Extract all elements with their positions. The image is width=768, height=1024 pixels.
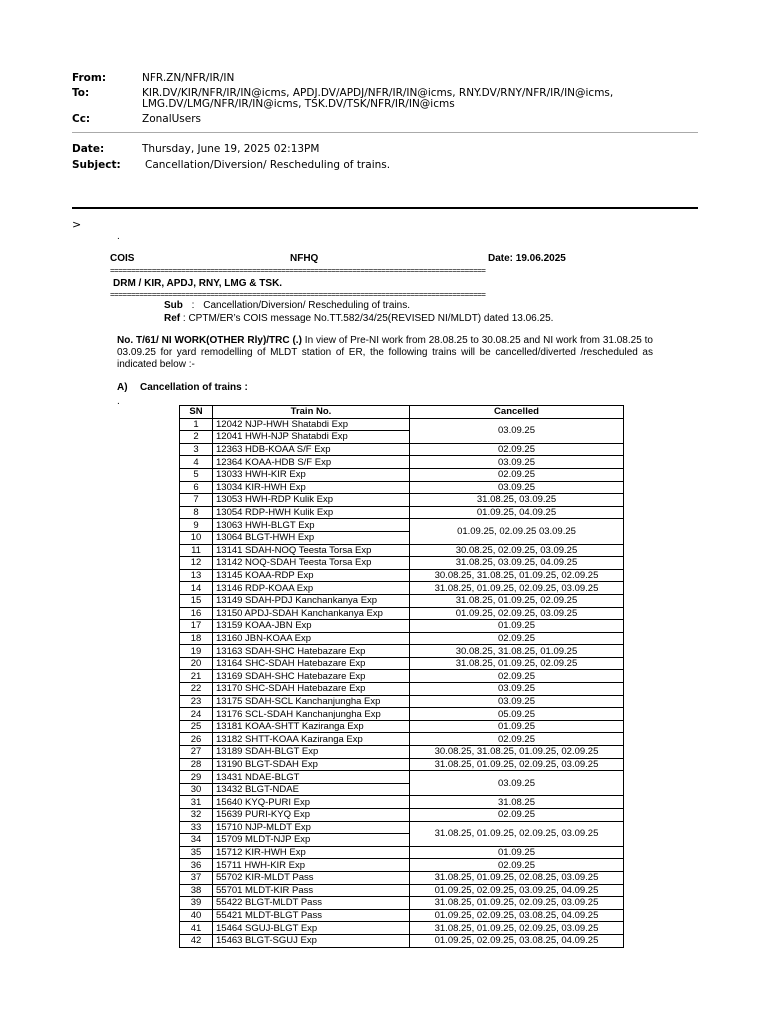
row-sn: 2	[180, 431, 213, 444]
table-row	[180, 569, 624, 582]
row-cancelled-dates: 31.08.25, 03.09.25, 04.09.25	[410, 557, 624, 570]
row-sn: 10	[180, 531, 213, 544]
row-sn: 31	[180, 796, 213, 809]
row-sn: 33	[180, 821, 213, 834]
to-value-line1: KIR.DV/KIR/NFR/IR/IN@icms, APDJ.DV/APDJ/NFR/IR/IN@icms, RNY.DV/RNY/NFR/IR/IN@icms,	[142, 87, 614, 99]
memo-ref-label: Ref	[164, 313, 181, 324]
row-sn: 8	[180, 506, 213, 519]
row-cancelled-dates: 03.09.25	[410, 771, 624, 796]
header-train-no: Train No.	[213, 406, 410, 419]
section-number: A)	[117, 382, 128, 393]
row-cancelled-dates: 03.09.25	[410, 695, 624, 708]
memo-dot-2: .	[117, 396, 120, 407]
row-sn: 12	[180, 557, 213, 570]
table-row	[180, 871, 624, 884]
body-divider	[72, 207, 698, 209]
row-sn: 42	[180, 934, 213, 947]
row-train-no: 13431 NDAE-BLGT	[213, 771, 410, 784]
memo-sub-label: Sub	[164, 300, 183, 311]
row-cancelled-dates: 30.08.25, 31.08.25, 01.09.25	[410, 645, 624, 658]
row-sn: 18	[180, 632, 213, 645]
quote-marker: >	[72, 218, 82, 231]
row-train-no: 15712 KIR-HWH Exp	[213, 846, 410, 859]
row-sn: 6	[180, 481, 213, 494]
row-cancelled-dates: 03.09.25	[410, 683, 624, 696]
row-sn: 39	[180, 897, 213, 910]
table-row	[180, 594, 624, 607]
row-train-no: 13034 KIR-HWH Exp	[213, 481, 410, 494]
row-sn: 9	[180, 519, 213, 532]
row-sn: 22	[180, 683, 213, 696]
row-sn: 29	[180, 771, 213, 784]
table-row	[180, 645, 624, 658]
row-train-no: 12364 KOAA-HDB S/F Exp	[213, 456, 410, 469]
table-row	[180, 494, 624, 507]
table-row	[180, 758, 624, 771]
row-train-no: 13142 NOQ-SDAH Teesta Torsa Exp	[213, 557, 410, 570]
row-train-no: 13145 KOAA-RDP Exp	[213, 569, 410, 582]
row-train-no: 13190 BLGT-SDAH Exp	[213, 758, 410, 771]
row-sn: 40	[180, 909, 213, 922]
row-sn: 7	[180, 494, 213, 507]
row-sn: 13	[180, 569, 213, 582]
memo-equals-line-1: ==========================================================================================	[110, 267, 486, 275]
row-sn: 32	[180, 809, 213, 822]
memo-sub-sep: :	[191, 300, 195, 311]
memo-ref-row	[164, 313, 553, 324]
header-divider	[72, 132, 698, 133]
table-row	[180, 934, 624, 947]
memo-equals-line-2: ==========================================================================================	[110, 291, 486, 299]
row-sn: 35	[180, 846, 213, 859]
row-train-no: 13054 RDP-HWH Kulik Exp	[213, 506, 410, 519]
row-cancelled-dates: 01.09.25, 02.09.25 03.09.25	[410, 519, 624, 544]
section-title: Cancellation of trains :	[140, 382, 248, 393]
table-row	[180, 683, 624, 696]
row-train-no: 13064 BLGT-HWH Exp	[213, 531, 410, 544]
cc-label: Cc:	[72, 113, 91, 125]
memo-cois: COIS	[110, 253, 135, 264]
row-train-no: 55422 BLGT-MLDT Pass	[213, 897, 410, 910]
row-train-no: 15711 HWH-KIR Exp	[213, 859, 410, 872]
row-cancelled-dates: 01.09.25, 04.09.25	[410, 506, 624, 519]
row-sn: 41	[180, 922, 213, 935]
from-label: From:	[72, 72, 107, 84]
row-cancelled-dates: 02.09.25	[410, 443, 624, 456]
row-cancelled-dates: 30.08.25, 31.08.25, 01.09.25, 02.09.25	[410, 746, 624, 759]
row-sn: 28	[180, 758, 213, 771]
row-sn: 21	[180, 670, 213, 683]
table-row	[180, 670, 624, 683]
row-train-no: 12363 HDB-KOAA S/F Exp	[213, 443, 410, 456]
row-train-no: 13150 APDJ-SDAH Kanchankanya Exp	[213, 607, 410, 620]
table-row	[180, 922, 624, 935]
table-row	[180, 632, 624, 645]
memo-body-text: In view of Pre-NI work from 28.08.25 to 30.08.25 and NI work from 31.08.25 to 03.09.25 for yard remodelling of MLDT station of ER, the following trains will be cancelled/diverted /rescheduled as indicated below :-	[117, 335, 653, 370]
table-row	[180, 468, 624, 481]
row-cancelled-dates: 03.09.25	[410, 481, 624, 494]
row-sn: 38	[180, 884, 213, 897]
row-cancelled-dates: 03.09.25	[410, 456, 624, 469]
table-row	[180, 821, 624, 834]
row-cancelled-dates: 01.09.25	[410, 846, 624, 859]
row-cancelled-dates: 30.08.25, 02.09.25, 03.09.25	[410, 544, 624, 557]
row-sn: 17	[180, 620, 213, 633]
table-row	[180, 443, 624, 456]
row-cancelled-dates: 02.09.25	[410, 733, 624, 746]
row-train-no: 15640 KYQ-PURI Exp	[213, 796, 410, 809]
row-sn: 19	[180, 645, 213, 658]
row-cancelled-dates: 31.08.25, 01.09.25, 02.09.25, 03.09.25	[410, 897, 624, 910]
row-cancelled-dates: 02.09.25	[410, 632, 624, 645]
row-sn: 34	[180, 834, 213, 847]
row-train-no: 13182 SHTT-KOAA Kaziranga Exp	[213, 733, 410, 746]
table-row	[180, 418, 624, 431]
table-row	[180, 620, 624, 633]
row-train-no: 12041 HWH-NJP Shatabdi Exp	[213, 431, 410, 444]
row-cancelled-dates: 31.08.25, 01.09.25, 02.09.25, 03.09.25	[410, 821, 624, 846]
table-row	[180, 909, 624, 922]
memo-ref-text: : CPTM/ER’s COIS message No.TT.582/34/25(REVISED NI/MLDT) dated 13.06.25.	[182, 313, 554, 324]
row-sn: 1	[180, 418, 213, 431]
row-cancelled-dates: 31.08.25, 01.09.25, 02.08.25, 03.09.25	[410, 871, 624, 884]
memo-dot-1: .	[117, 231, 120, 242]
row-train-no: 13053 HWH-RDP Kulik Exp	[213, 494, 410, 507]
row-cancelled-dates: 02.09.25	[410, 809, 624, 822]
row-sn: 24	[180, 708, 213, 721]
date-label: Date:	[72, 143, 105, 155]
table-row	[180, 809, 624, 822]
table-body	[180, 418, 624, 947]
memo-date: Date: 19.06.2025	[488, 253, 566, 264]
table-row	[180, 481, 624, 494]
row-train-no: 55701 MLDT-KIR Pass	[213, 884, 410, 897]
to-label: To:	[72, 87, 90, 99]
row-train-no: 13159 KOAA-JBN Exp	[213, 620, 410, 633]
row-cancelled-dates: 31.08.25, 01.09.25, 02.09.25	[410, 594, 624, 607]
row-cancelled-dates: 02.09.25	[410, 859, 624, 872]
row-train-no: 13181 KOAA-SHTT Kaziranga Exp	[213, 720, 410, 733]
header-sn: SN	[180, 406, 213, 419]
row-train-no: 55421 MLDT-BLGT Pass	[213, 909, 410, 922]
row-sn: 15	[180, 594, 213, 607]
row-train-no: 13146 RDP-KOAA Exp	[213, 582, 410, 595]
row-sn: 36	[180, 859, 213, 872]
row-train-no: 15639 PURI-KYQ Exp	[213, 809, 410, 822]
row-cancelled-dates: 05.09.25	[410, 708, 624, 721]
table-row	[180, 884, 624, 897]
row-sn: 27	[180, 746, 213, 759]
row-cancelled-dates: 01.09.25	[410, 620, 624, 633]
table-row	[180, 897, 624, 910]
table-row	[180, 720, 624, 733]
row-train-no: 13141 SDAH-NOQ Teesta Torsa Exp	[213, 544, 410, 557]
table-header-row	[180, 406, 624, 419]
cc-value: ZonalUsers	[142, 113, 202, 125]
to-value-line2: LMG.DV/LMG/NFR/IR/IN@icms, TSK.DV/TSK/NFR/IR/IN@icms	[142, 98, 455, 110]
row-sn: 20	[180, 657, 213, 670]
row-train-no: 13189 SDAH-BLGT Exp	[213, 746, 410, 759]
memo-addressees: DRM / KIR, APDJ, RNY, LMG & TSK.	[113, 278, 283, 289]
subject-value: Cancellation/Diversion/ Rescheduling of trains.	[145, 159, 391, 171]
table-row	[180, 506, 624, 519]
row-cancelled-dates: 31.08.25, 01.09.25, 02.09.25, 03.09.25	[410, 922, 624, 935]
row-sn: 3	[180, 443, 213, 456]
row-cancelled-dates: 01.09.25, 02.09.25, 03.08.25, 04.09.25	[410, 934, 624, 947]
table-row	[180, 796, 624, 809]
row-train-no: 13160 JBN-KOAA Exp	[213, 632, 410, 645]
row-cancelled-dates: 02.09.25	[410, 468, 624, 481]
row-train-no: 13169 SDAH-SHC Hatebazare Exp	[213, 670, 410, 683]
row-sn: 14	[180, 582, 213, 595]
table-row	[180, 519, 624, 532]
row-train-no: 13063 HWH-BLGT Exp	[213, 519, 410, 532]
table-row	[180, 544, 624, 557]
row-cancelled-dates: 01.09.25, 02.09.25, 03.09.25	[410, 607, 624, 620]
table-row	[180, 746, 624, 759]
memo-body	[117, 335, 653, 371]
row-cancelled-dates: 02.09.25	[410, 670, 624, 683]
row-train-no: 55702 KIR-MLDT Pass	[213, 871, 410, 884]
row-train-no: 12042 NJP-HWH Shatabdi Exp	[213, 418, 410, 431]
row-cancelled-dates: 01.09.25, 02.09.25, 03.09.25, 04.09.25	[410, 884, 624, 897]
row-train-no: 13164 SHC-SDAH Hatebazare Exp	[213, 657, 410, 670]
row-train-no: 13432 BLGT-NDAE	[213, 783, 410, 796]
row-train-no: 13033 HWH-KIR Exp	[213, 468, 410, 481]
row-train-no: 13176 SCL-SDAH Kanchanjungha Exp	[213, 708, 410, 721]
row-sn: 4	[180, 456, 213, 469]
row-cancelled-dates: 31.08.25, 03.09.25	[410, 494, 624, 507]
row-train-no: 15710 NJP-MLDT Exp	[213, 821, 410, 834]
row-sn: 25	[180, 720, 213, 733]
row-sn: 26	[180, 733, 213, 746]
table-row	[180, 846, 624, 859]
table-row	[180, 695, 624, 708]
header-cancelled: Cancelled	[410, 406, 624, 419]
row-train-no: 13175 SDAH-SCL Kanchanjungha Exp	[213, 695, 410, 708]
memo-body-ref: No. T/61/ NI WORK(OTHER Rly)/TRC (.)	[117, 335, 302, 346]
cancellation-table	[179, 405, 624, 948]
row-train-no: 13163 SDAH-SHC Hatebazare Exp	[213, 645, 410, 658]
table-row	[180, 607, 624, 620]
table-row	[180, 657, 624, 670]
row-train-no: 13170 SHC-SDAH Hatebazare Exp	[213, 683, 410, 696]
row-sn: 11	[180, 544, 213, 557]
table-row	[180, 456, 624, 469]
date-value: Thursday, June 19, 2025 02:13PM	[142, 143, 320, 155]
subject-label: Subject:	[72, 159, 121, 171]
from-value: NFR.ZN/NFR/IR/IN	[142, 72, 235, 84]
memo-nfhq: NFHQ	[290, 253, 319, 264]
row-cancelled-dates: 31.08.25, 01.09.25, 02.09.25, 03.09.25	[410, 758, 624, 771]
row-train-no: 15464 SGUJ-BLGT Exp	[213, 922, 410, 935]
row-sn: 5	[180, 468, 213, 481]
row-sn: 23	[180, 695, 213, 708]
row-sn: 16	[180, 607, 213, 620]
row-cancelled-dates: 01.09.25	[410, 720, 624, 733]
table-row	[180, 582, 624, 595]
memo-sub-row	[164, 300, 410, 311]
row-cancelled-dates: 03.09.25	[410, 418, 624, 443]
row-train-no: 15709 MLDT-NJP Exp	[213, 834, 410, 847]
table-row	[180, 859, 624, 872]
row-cancelled-dates: 31.08.25, 01.09.25, 02.09.25	[410, 657, 624, 670]
table-row	[180, 733, 624, 746]
table-row	[180, 708, 624, 721]
row-sn: 37	[180, 871, 213, 884]
memo-sub-text: Cancellation/Diversion/ Rescheduling of trains.	[203, 300, 411, 311]
row-cancelled-dates: 01.09.25, 02.09.25, 03.08.25, 04.09.25	[410, 909, 624, 922]
row-cancelled-dates: 30.08.25, 31.08.25, 01.09.25, 02.09.25	[410, 569, 624, 582]
row-train-no: 13149 SDAH-PDJ Kanchankanya Exp	[213, 594, 410, 607]
table-row	[180, 557, 624, 570]
row-train-no: 15463 BLGT-SGUJ Exp	[213, 934, 410, 947]
row-cancelled-dates: 31.08.25, 01.09.25, 02.09.25, 03.09.25	[410, 582, 624, 595]
table-row	[180, 771, 624, 784]
row-sn: 30	[180, 783, 213, 796]
row-cancelled-dates: 31.08.25	[410, 796, 624, 809]
